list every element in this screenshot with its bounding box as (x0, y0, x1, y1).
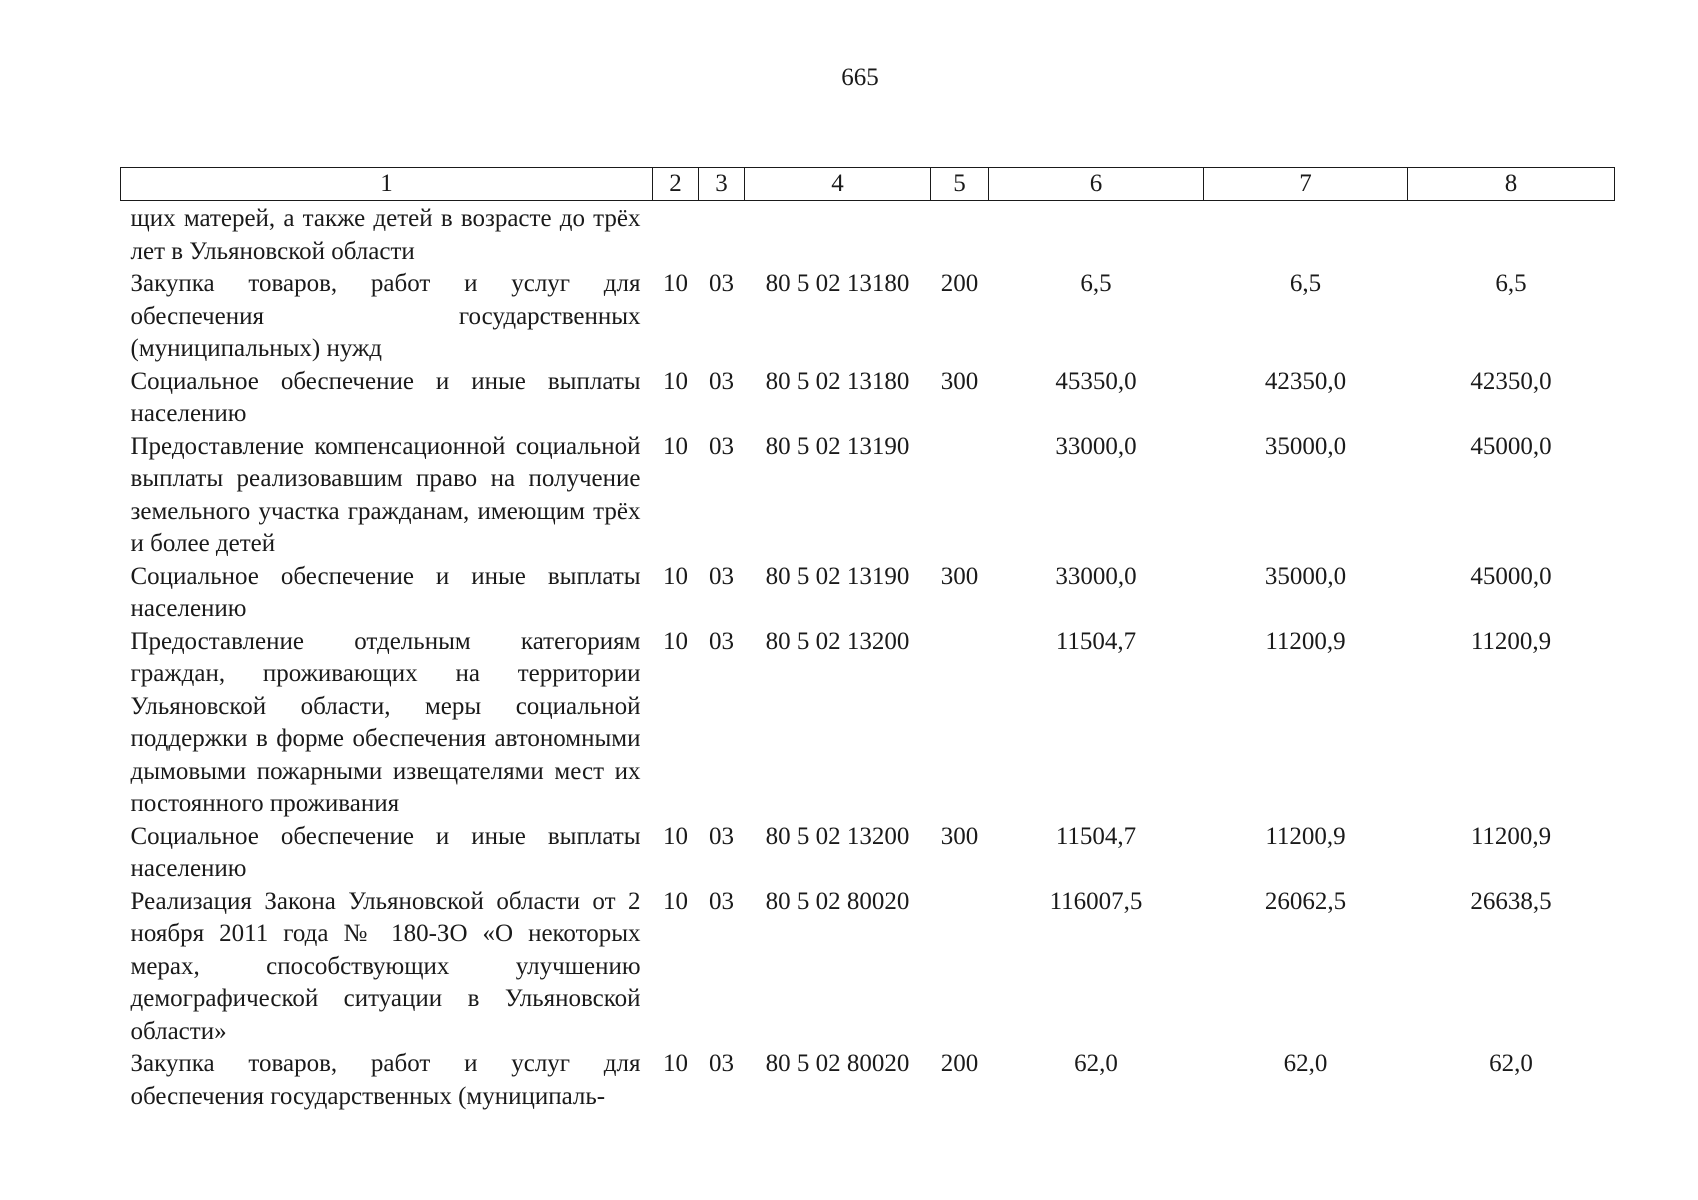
expense-type-code (931, 431, 989, 561)
section-code: 10 (663, 887, 688, 915)
amount-col-8: 42350,0 (1470, 367, 1552, 395)
section-code: 10 (663, 822, 688, 850)
amount-col-6: 11504,7 (1055, 627, 1137, 655)
row-description: Предоставление компенсационной социальной выплаты реализовавшим право на получение земельного участка гражданам, имеющим трёх и более детей (130, 432, 641, 557)
target-article-code (745, 201, 931, 269)
table-row (121, 268, 1615, 366)
table-row (121, 201, 1615, 269)
row-description: Социальное обеспечение и иные выплаты населению (130, 822, 641, 882)
amount-col-7: 11200,9 (1265, 627, 1346, 655)
amount-col-8: 26638,5 (1470, 887, 1552, 915)
amount-col-6 (989, 201, 1204, 269)
section-code: 10 (663, 562, 688, 590)
expense-type-code: 200 (940, 1050, 979, 1077)
budget-table (120, 167, 1615, 1113)
subsection-code: 03 (709, 562, 734, 590)
section-code: 10 (663, 1050, 688, 1077)
expense-type-code: 300 (940, 822, 979, 850)
target-article-code: 80 5 02 13180 (765, 270, 910, 297)
row-description: Закупка товаров, работ и услуг для обеспечения государственных (муниципаль- (130, 1050, 641, 1110)
amount-col-6: 6,5 (1080, 270, 1112, 297)
target-article-code: 80 5 02 13180 (765, 367, 910, 395)
amount-col-7: 62,0 (1283, 1050, 1328, 1077)
target-article-code: 80 5 02 80020 (765, 887, 910, 915)
amount-col-6: 33000,0 (1055, 562, 1137, 590)
expense-type-code: 300 (940, 367, 979, 395)
table-row (121, 561, 1615, 626)
expense-type-code (931, 886, 989, 1049)
expense-type-code: 200 (940, 270, 979, 297)
amount-col-6: 11504,7 (1055, 822, 1137, 850)
row-description: Социальное обеспечение и иные выплаты населению (130, 562, 641, 622)
amount-col-8: 45000,0 (1470, 432, 1552, 460)
subsection-code: 03 (709, 1050, 734, 1077)
column-header-8: 8 (1408, 168, 1615, 201)
table-row (121, 431, 1615, 561)
table-row (121, 626, 1615, 821)
row-description: Социальное обеспечение и иные выплаты населению (130, 367, 641, 427)
table-row (121, 366, 1615, 431)
subsection-code: 03 (709, 432, 734, 460)
section-code: 10 (663, 432, 688, 460)
header-row (121, 168, 1615, 201)
column-header-5: 5 (931, 168, 989, 201)
subsection-code: 03 (709, 822, 734, 850)
amount-col-7: 35000,0 (1264, 562, 1347, 590)
amount-col-7: 42350,0 (1264, 367, 1347, 395)
amount-col-7: 11200,9 (1265, 822, 1346, 850)
amount-col-8: 62,0 (1489, 1050, 1533, 1077)
subsection-code: 03 (709, 270, 734, 297)
target-article-code: 80 5 02 13200 (765, 822, 910, 850)
amount-col-8: 11200,9 (1470, 822, 1552, 850)
column-header-4: 4 (745, 168, 931, 201)
column-header-2: 2 (653, 168, 699, 201)
row-description: Закупка товаров, работ и услуг для обеспечения государственных (муниципальных) нужд (130, 270, 641, 362)
column-header-1: 1 (121, 168, 653, 201)
subsection-code (699, 201, 745, 269)
amount-col-7 (1204, 201, 1408, 269)
subsection-code: 03 (709, 887, 734, 915)
section-code: 10 (663, 627, 688, 655)
amount-col-6: 62,0 (1074, 1050, 1118, 1077)
column-header-6: 6 (989, 168, 1204, 201)
amount-col-8: 45000,0 (1470, 562, 1552, 590)
subsection-code: 03 (709, 367, 734, 395)
target-article-code: 80 5 02 13190 (765, 562, 910, 590)
expense-type-code (931, 201, 989, 269)
table-row (121, 1048, 1615, 1113)
target-article-code: 80 5 02 80020 (765, 1050, 910, 1077)
target-article-code: 80 5 02 13200 (765, 627, 910, 655)
expense-type-code (931, 626, 989, 821)
target-article-code: 80 5 02 13190 (765, 432, 910, 460)
row-description: щих матерей, а также детей в возрасте до трёх лет в Ульяновской области (130, 205, 641, 265)
amount-col-7: 35000,0 (1264, 432, 1347, 460)
amount-col-7: 26062,5 (1264, 887, 1347, 915)
amount-col-7: 6,5 (1289, 270, 1322, 297)
section-code: 10 (663, 270, 688, 297)
subsection-code: 03 (709, 627, 734, 655)
amount-col-6: 33000,0 (1055, 432, 1137, 460)
table-row (121, 886, 1615, 1049)
row-description: Предоставление отдельным категориям граждан, проживающих на территории Ульяновской области, меры социальной поддержки в форме обеспечения автономными дымовыми пожарными извещателями мест их постоянного проживания (130, 627, 641, 817)
section-code: 10 (663, 367, 688, 395)
expense-type-code: 300 (940, 562, 979, 590)
amount-col-6: 116007,5 (1049, 887, 1143, 915)
table-row (121, 821, 1615, 886)
amount-col-6: 45350,0 (1055, 367, 1137, 395)
amount-col-8 (1408, 201, 1615, 269)
page-number: 665 (841, 64, 879, 91)
row-description: Реализация Закона Ульяновской области от 2 ноября 2011 года № 180-ЗО «О некоторых мерах, способствующих улучшению демографической ситуации в Ульяновской области» (130, 887, 641, 1045)
column-header-7: 7 (1204, 168, 1408, 201)
amount-col-8: 11200,9 (1470, 627, 1552, 655)
section-code (653, 201, 699, 269)
amount-col-8: 6,5 (1495, 270, 1527, 297)
column-header-3: 3 (699, 168, 745, 201)
